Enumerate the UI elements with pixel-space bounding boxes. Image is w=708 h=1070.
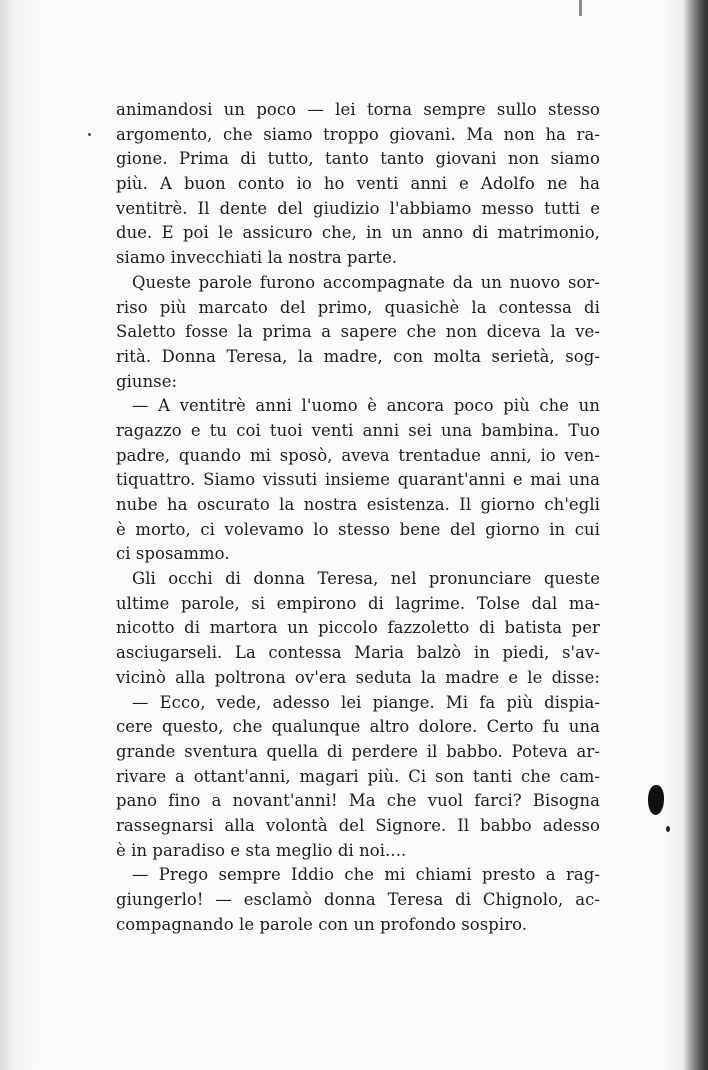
text-line: — A ventitrè anni l'uomo è ancora poco più che un <box>132 396 600 416</box>
text-line: — Prego sempre Iddio che mi chiami presto a rag- <box>132 865 600 885</box>
page-edge-shadow <box>682 0 708 1070</box>
text-line: — Ecco, vede, adesso lei piange. Mi fa più dispia- <box>132 692 600 712</box>
ink-dot <box>666 826 670 832</box>
text-line: nicotto di martora un piccolo fazzoletto di batista per <box>116 618 600 638</box>
text-line: vicinò alla poltrona ov'era seduta la madre e le disse: <box>116 667 600 687</box>
text-line: siamo invecchiati la nostra parte. <box>116 248 398 268</box>
text-line: argomento, che siamo troppo giovani. Ma non ha ra- <box>116 124 600 144</box>
text-line: Saletto fosse la prima a sapere che non diceva la ve- <box>116 322 600 342</box>
text-line: ultime parole, si empirono di lagrime. Tolse dal ma- <box>116 593 600 613</box>
text-line: ragazzo e tu coi tuoi venti anni sei una bambina. Tuo <box>116 420 600 440</box>
page-text <box>116 98 600 937</box>
text-line: riso più marcato del primo, quasichè la contessa di <box>116 297 600 317</box>
text-line: pano fino a novant'anni! Ma che vuol farci? Bisogna <box>116 791 600 811</box>
text-line: Gli occhi di donna Teresa, nel pronunciare queste <box>132 569 600 589</box>
text-line: ventitrè. Il dente del giudizio l'abbiamo messo tutti e <box>116 198 600 218</box>
text-line: è morto, ci volevamo lo stesso bene del giorno in cui <box>116 519 600 539</box>
text-line: rità. Donna Teresa, la madre, con molta serietà, sog- <box>116 346 600 366</box>
text-line: più. A buon conto io ho venti anni e Adolfo ne ha <box>116 174 600 194</box>
text-line: animandosi un poco — lei torna sempre sullo stesso <box>116 100 600 119</box>
text-line: rassegnarsi alla volontà del Signore. Il babbo adesso <box>116 815 600 835</box>
ink-blot <box>648 785 664 815</box>
text-line: padre, quando mi sposò, aveva trentadue anni, io ven- <box>116 445 600 465</box>
text-line: tiquattro. Siamo vissuti insieme quarant'anni e mai una <box>116 470 600 490</box>
text-line: giungerlo! — esclamò donna Teresa di Chignolo, ac- <box>116 890 600 909</box>
text-line: due. E poi le assicuro che, in un anno di matrimonio, <box>116 223 600 243</box>
text-line: è in paradiso e sta meglio di noi.... <box>116 840 407 860</box>
text-line: asciugarseli. La contessa Maria balzò in piedi, s'av- <box>116 643 600 663</box>
text-line: Queste parole furono accompagnate da un nuovo sor- <box>132 272 600 292</box>
text-line: ci sposammo. <box>116 544 230 564</box>
top-edge-mark <box>579 0 582 16</box>
text-line: compagnando le parole con un profondo sospiro. <box>116 914 528 934</box>
text-line: cere questo, che qualunque altro dolore. Certo fu una <box>116 717 600 737</box>
stray-dot <box>88 133 91 136</box>
text-line: nube ha oscurato la nostra esistenza. Il giorno ch'egli <box>116 495 600 514</box>
text-line: giunse: <box>116 371 178 391</box>
text-line: grande sventura quella di perdere il babbo. Poteva ar- <box>116 741 600 761</box>
text-line: gione. Prima di tutto, tanto tanto giovani non siamo <box>116 149 600 169</box>
text-line: rivare a ottant'anni, magari più. Ci son tanti che cam- <box>116 766 600 786</box>
